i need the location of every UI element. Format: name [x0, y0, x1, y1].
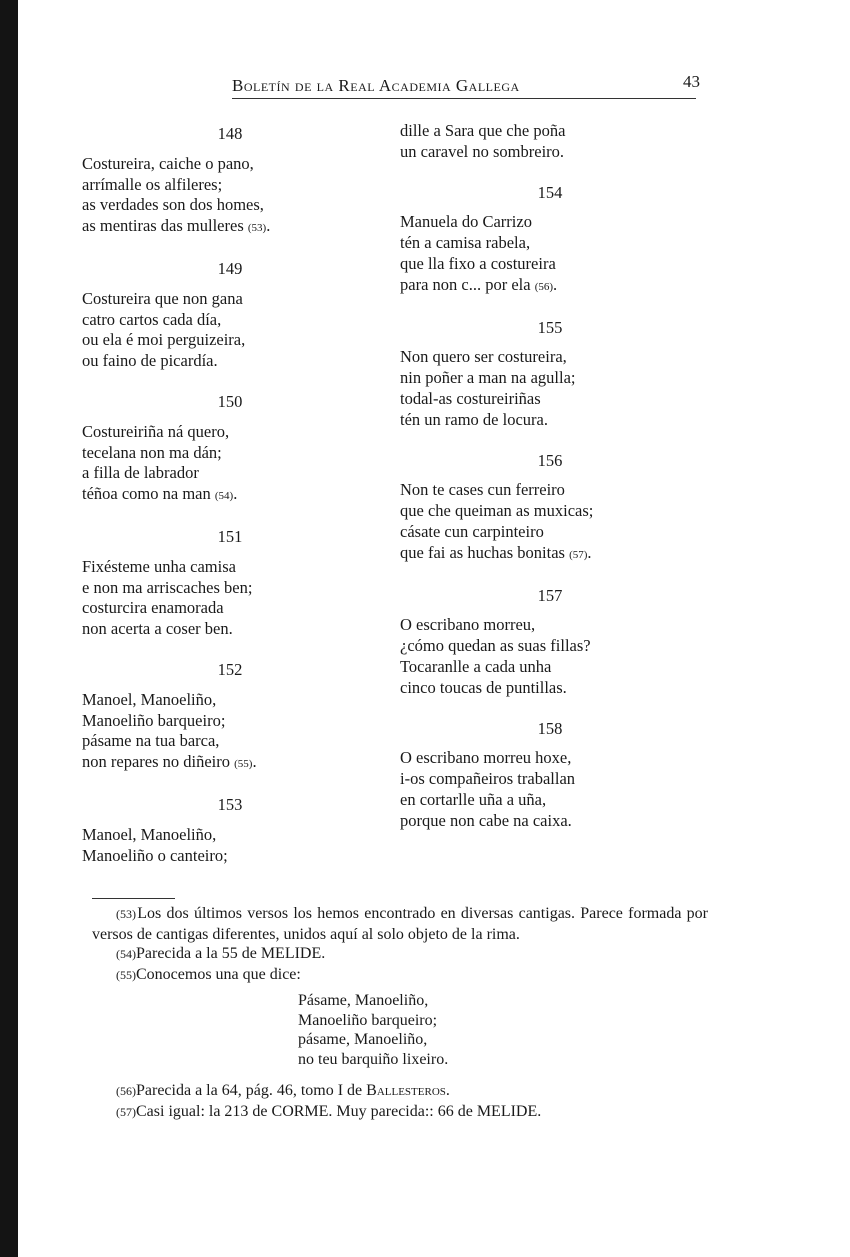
verse-line: dille a Sara que che poña — [400, 121, 566, 140]
verse-line: non acerta a coser ben. — [82, 619, 233, 639]
verse-line: catro cartos cada día, — [82, 309, 222, 329]
verse-line: que fai as huchas bonitas (57). — [400, 542, 592, 562]
footnote-number: (56) — [116, 1084, 136, 1098]
verse-line: e non ma arriscaches ben; — [82, 577, 253, 597]
verse-line: as mentiras das mulleres (53). — [82, 216, 271, 236]
footnote-text: Conocemos una que dice: — [136, 965, 301, 983]
quoted-verse — [92, 991, 708, 1069]
verse-line: Tocaranlle a cada unha — [400, 656, 552, 676]
verse-line: as verdades son dos homes, — [82, 195, 264, 215]
footnote-text: Los dos últimos versos los hemos encontrado en diversas cantigas. Parece formada por versos de cantigas diferentes, unidos aquí al solo objeto de la rima. — [92, 905, 709, 943]
poem-156 — [400, 451, 700, 566]
verse-line: O escribano morreu, — [400, 615, 536, 635]
verse-line: pásame na tua barca, — [82, 731, 220, 751]
verse-line: Costureiriña ná quero, — [82, 421, 230, 441]
footnote-text: Casi igual: la 213 de CORME. Muy parecida:: 66 de MELIDE. — [136, 1102, 542, 1120]
footnote-ref[interactable]: (53) — [247, 222, 267, 235]
verse-line: cásate cun carpinteiro — [400, 521, 544, 541]
poem-158 — [400, 719, 700, 832]
poem-number: 157 — [537, 585, 563, 605]
page-number: 43 — [683, 72, 700, 91]
poem-number: 150 — [217, 391, 243, 411]
poem-150 — [82, 392, 382, 507]
poem-148 — [82, 124, 382, 239]
poem-number: 154 — [537, 182, 563, 202]
verse-line: un caravel no sombreiro. — [400, 141, 565, 161]
footnotes — [92, 904, 708, 1122]
verse-line: a filla de labrador — [82, 463, 199, 483]
poem-number: 153 — [217, 794, 243, 814]
quoted-line: Manoeliño barqueiro; — [298, 1011, 438, 1029]
footnote-number: (54) — [116, 947, 136, 961]
verse-line: Manoeliño o canteiro; — [82, 845, 228, 865]
verse-line: tecelana non ma dán; — [82, 442, 222, 462]
verse-line: nin poñer a man na agulla; — [400, 368, 576, 388]
verse-line: Costureira que non gana — [82, 288, 243, 308]
poem-number: 158 — [537, 718, 563, 738]
poem-157 — [400, 586, 700, 699]
poem-153-continuation — [400, 121, 700, 163]
running-header — [232, 74, 702, 100]
footnote-57 — [92, 1102, 708, 1123]
footnote-separator — [92, 898, 175, 899]
verse-line: Non te cases cun ferreiro — [400, 480, 565, 500]
verse-line: costurcira enamorada — [82, 598, 224, 618]
verse-line: tén a camisa rabela, — [400, 233, 531, 253]
verse-line: cinco toucas de puntillas. — [400, 677, 567, 697]
left-column — [82, 124, 382, 886]
footnote-number: (57) — [116, 1104, 136, 1119]
footnote-number: (55) — [116, 967, 136, 982]
author-name: Ballesteros — [366, 1082, 446, 1099]
verse-line: O escribano morreu hoxe, — [400, 748, 572, 768]
footnote-number: (53) — [116, 907, 136, 921]
footnote-53 — [92, 904, 708, 944]
footnote-text: Parecida a la 55 de MELIDE. — [136, 945, 326, 962]
quoted-line: pásame, Manoeliño, — [298, 1031, 428, 1048]
verse-line: non repares no diñeiro (55). — [82, 752, 257, 772]
verse-line: Manoel, Manoeliño, — [82, 689, 217, 709]
header-rule — [232, 98, 696, 99]
verse-line: para non c... por ela (56). — [400, 274, 558, 294]
verse-line: Manoeliño barqueiro; — [82, 710, 226, 730]
footnote-ref[interactable]: (56) — [534, 280, 554, 293]
poem-149 — [82, 259, 382, 372]
footnote-text: Parecida a la 64, pág. 46, tomo I de — [136, 1082, 367, 1099]
poem-153 — [82, 795, 382, 866]
verse-line: porque non cabe na caixa. — [400, 810, 572, 830]
verse-line: que lla fixo a costureira — [400, 253, 556, 273]
poem-number: 149 — [217, 258, 243, 278]
verse-line: que che queiman as muxicas; — [400, 501, 594, 521]
verse-line: Costureira, caiche o pano, — [82, 153, 254, 173]
poem-number: 152 — [217, 659, 243, 679]
poem-number: 148 — [217, 124, 243, 143]
quoted-line: no teu barquiño lixeiro. — [298, 1050, 449, 1068]
footnote-54 — [92, 944, 708, 965]
verse-line: i-os compañeiros traballan — [400, 769, 576, 789]
poem-number: 151 — [217, 526, 243, 546]
verse-line: Non quero ser costureira, — [400, 347, 567, 367]
verse-line: tén un ramo de locura. — [400, 409, 548, 429]
journal-title: Boletín de la Real Academia Gallega — [232, 76, 520, 95]
footnote-56: (56) Parecida a la 64, pág. 46, tomo I de Ballesteros. — [92, 1081, 708, 1102]
poem-number: 156 — [537, 450, 563, 470]
scan-edge-shadow — [0, 0, 18, 1257]
verse-line: en cortarlle uña a uña, — [400, 789, 547, 809]
footnote-ref[interactable]: (54) — [214, 490, 234, 503]
verse-line: ou ela é moi perguizeira, — [82, 330, 246, 350]
verse-line: Manuela do Carrizo — [400, 212, 532, 232]
right-column — [400, 121, 700, 852]
verse-line: ou faino de picardía. — [82, 351, 218, 371]
quoted-line: Pásame, Manoeliño, — [298, 992, 429, 1009]
footnote-55 — [92, 965, 708, 986]
verse-line: Manoel, Manoeliño, — [82, 824, 217, 844]
poem-155 — [400, 318, 700, 431]
verse-line: ¿cómo quedan as suas fillas? — [400, 636, 591, 656]
verse-line: Fixésteme unha camisa — [82, 556, 236, 576]
verse-line: arrímalle os alfileres; — [82, 174, 223, 194]
poem-154 — [400, 183, 700, 298]
poem-151 — [82, 527, 382, 640]
footnote-ref[interactable]: (55) — [234, 758, 253, 771]
verse-line: todal-as costureiriñas — [400, 388, 541, 408]
poem-number: 155 — [537, 317, 563, 337]
verse-line: téñoa como na man (54). — [82, 484, 238, 504]
footnote-ref[interactable]: (57) — [569, 548, 588, 561]
poem-152 — [82, 660, 382, 775]
